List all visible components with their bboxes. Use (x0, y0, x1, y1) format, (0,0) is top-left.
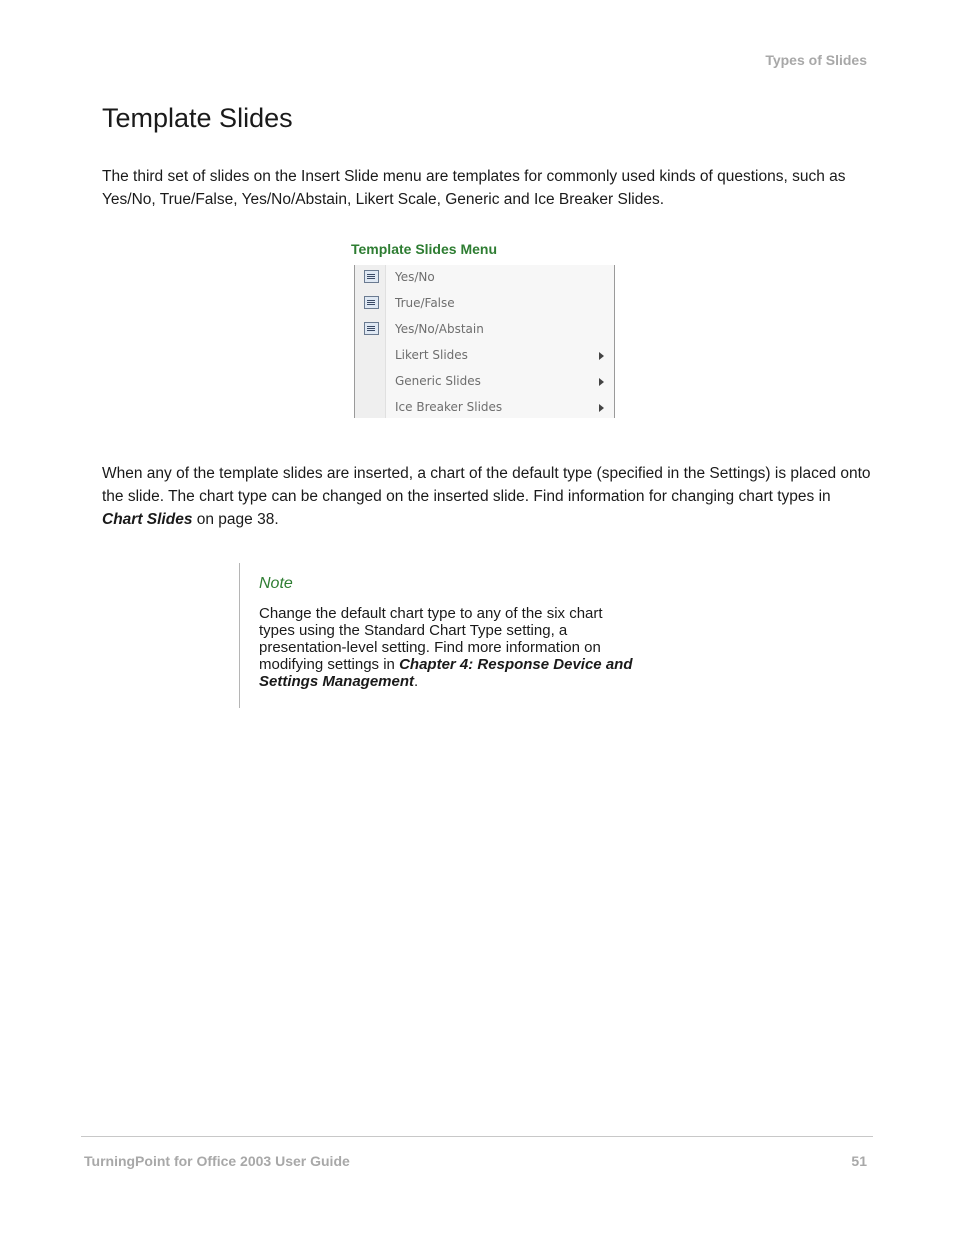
template-slides-menu (354, 265, 615, 418)
body-paragraph (102, 462, 872, 531)
menu-item-label: Generic Slides (395, 374, 481, 388)
menu-item-label: Yes/No/Abstain (395, 322, 484, 336)
figure-caption: Template Slides Menu (351, 241, 497, 257)
menu-item-true-false[interactable] (355, 291, 614, 317)
page-title: Template Slides (102, 103, 293, 133)
footer-guide-title: TurningPoint for Office 2003 User Guide (84, 1153, 350, 1169)
note-title: Note (259, 575, 293, 592)
menu-item-likert-slides[interactable] (355, 343, 614, 369)
page-number: 51 (851, 1153, 867, 1169)
intro-paragraph: The third set of slides on the Insert Slide menu are templates for commonly used kinds of questions, such as Yes/No, True/False, Yes/No/Abstain, Likert Scale, Generic and Ice Breaker Slides. (102, 168, 846, 208)
menu-item-label: Yes/No (395, 270, 435, 284)
note-callout (239, 563, 640, 708)
menu-item-label: Ice Breaker Slides (395, 400, 503, 414)
note-body-end: . (414, 673, 419, 690)
slide-icon (364, 270, 379, 283)
submenu-arrow-icon (599, 378, 604, 386)
chart-slides-reference: Chart Slides (102, 511, 193, 528)
submenu-arrow-icon (599, 404, 604, 412)
menu-item-ice-breaker-slides[interactable] (355, 395, 614, 421)
menu-item-label: Likert Slides (395, 348, 468, 362)
note-body: Change the default chart type to any of the six chart types using the Standard Chart Type setting, a presentation-level setting. Find more information on modifying settings in (259, 605, 603, 673)
chapter-reference: Chapter 4: Response Device and Settings Management (259, 656, 633, 690)
menu-item-generic-slides[interactable] (355, 369, 614, 395)
body-text-end: on page 38. (192, 511, 279, 528)
menu-item-yes-no[interactable] (355, 265, 614, 291)
slide-icon (364, 322, 379, 335)
slide-icon (364, 296, 379, 309)
body-text: When any of the template slides are inserted, a chart of the default type (specified in the Settings) is placed onto the slide. The chart type can be changed on the inserted slide. Find information for changing chart types in (102, 465, 871, 505)
note-text (259, 605, 639, 690)
submenu-arrow-icon (599, 352, 604, 360)
footer-divider (81, 1136, 873, 1137)
menu-item-yes-no-abstain[interactable] (355, 317, 614, 343)
menu-item-label: True/False (395, 296, 455, 310)
running-header: Types of Slides (765, 52, 867, 68)
